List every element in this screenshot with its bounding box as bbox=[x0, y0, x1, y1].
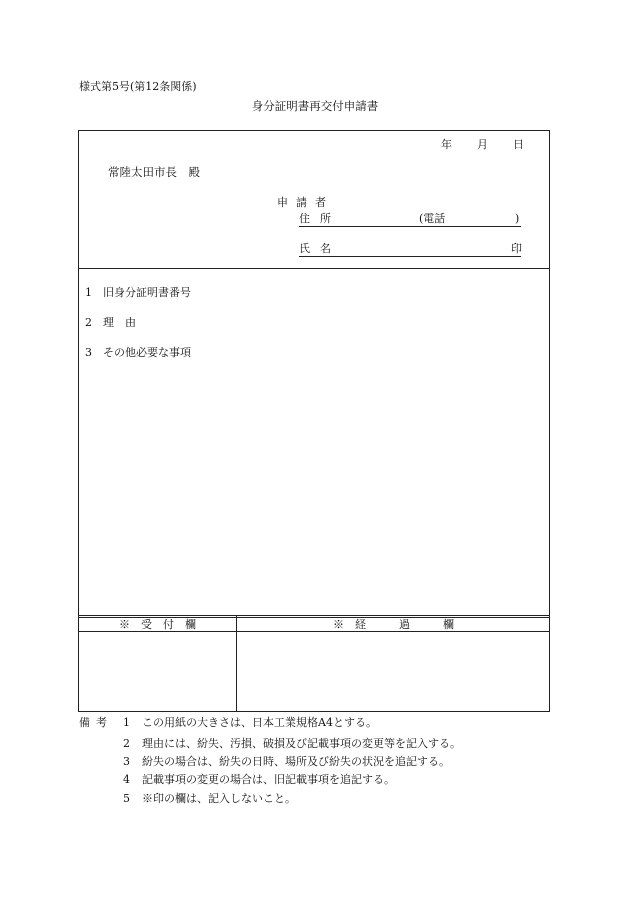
remark-text: 記載事項の変更の場合は、旧記載事項を追記する。 bbox=[142, 773, 395, 786]
phone-label: (電話 bbox=[419, 212, 446, 225]
remark-number: 5 bbox=[123, 792, 130, 805]
item-label: 理 由 bbox=[103, 316, 136, 329]
application-form bbox=[78, 130, 550, 712]
applicant-heading: 申請者 bbox=[277, 196, 334, 209]
item-label: その他必要な事項 bbox=[103, 346, 191, 359]
office-section-divider bbox=[79, 615, 549, 616]
item-number: 2 bbox=[85, 316, 92, 329]
header-divider bbox=[79, 268, 549, 269]
item-label: 旧身分証明書番号 bbox=[103, 286, 191, 299]
date-day-label: 日 bbox=[513, 138, 524, 151]
office-header-divider bbox=[79, 631, 549, 632]
phone-close-paren: ) bbox=[515, 212, 520, 225]
item-other-matters bbox=[85, 347, 191, 358]
reception-column-header: ※ 受 付 欄 bbox=[119, 618, 196, 631]
remark-text: ※印の欄は、記入しないこと。 bbox=[142, 792, 296, 805]
date-year-label: 年 bbox=[441, 138, 452, 151]
progress-column-header: ※ 経 過 欄 bbox=[333, 618, 454, 631]
item-number: 1 bbox=[85, 286, 92, 299]
remark-text: この用紙の大きさは、日本工業規格A4とする。 bbox=[142, 716, 377, 729]
addressee: 常陸太田市長 殿 bbox=[108, 165, 200, 179]
name-label: 氏名 bbox=[299, 242, 341, 255]
remark-number: 1 bbox=[123, 716, 130, 729]
date-month-label: 月 bbox=[477, 138, 488, 151]
address-field-line[interactable] bbox=[299, 226, 521, 227]
form-number-label: 様式第5号(第12条関係) bbox=[79, 80, 197, 93]
remarks-heading: 備考 bbox=[79, 716, 113, 729]
remark-number: 2 bbox=[123, 737, 130, 750]
remark-number: 4 bbox=[123, 773, 130, 786]
address-label: 住所 bbox=[299, 212, 341, 225]
remark-number: 3 bbox=[123, 755, 130, 768]
seal-mark: 印 bbox=[511, 242, 522, 255]
name-field-line[interactable] bbox=[299, 256, 521, 257]
remark-text: 理由には、紛失、汚損、破損及び記載事項の変更等を記入する。 bbox=[142, 737, 461, 750]
item-old-certificate-number bbox=[85, 287, 191, 298]
document-title: 身分証明書再交付申請書 bbox=[251, 99, 379, 113]
item-reason bbox=[85, 317, 136, 328]
remark-text: 紛失の場合は、紛失の日時、場所及び紛失の状況を追記する。 bbox=[142, 755, 450, 768]
item-number: 3 bbox=[85, 346, 92, 359]
